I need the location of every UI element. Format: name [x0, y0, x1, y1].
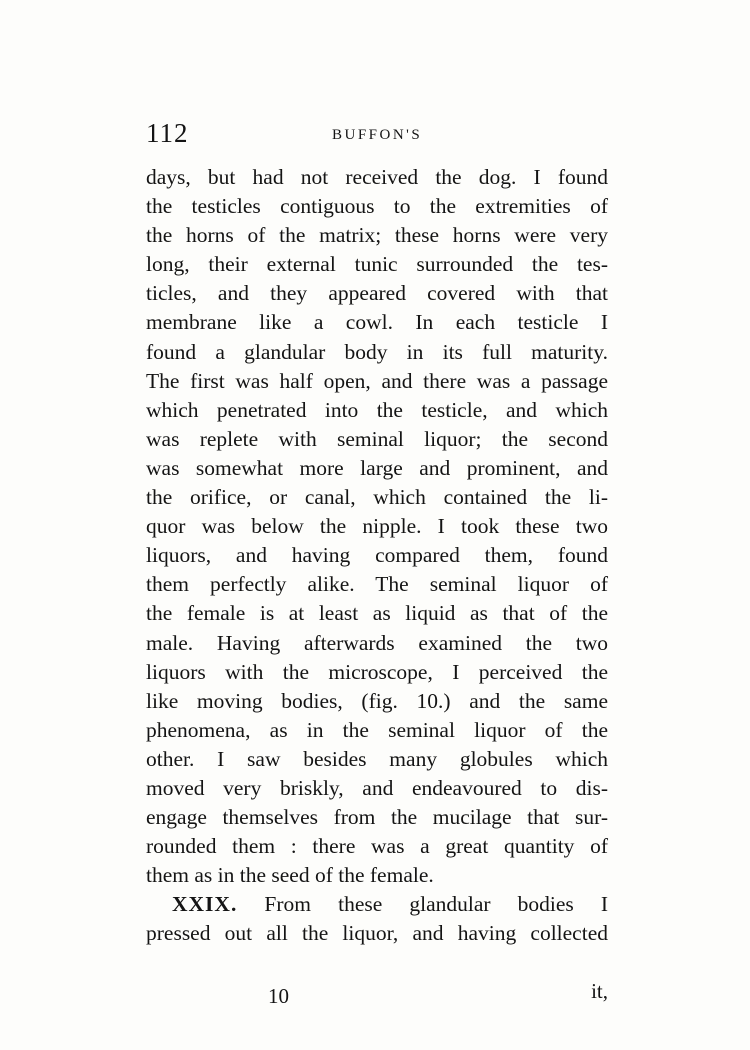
text-line: the female is at least as liquid as that of the: [146, 601, 608, 626]
body-text: [146, 163, 608, 949]
text-line: quor was below the nipple. I took these two: [146, 514, 608, 539]
text-line: was replete with seminal liquor; the second: [146, 426, 608, 451]
text-line: other. I saw besides many globules which: [146, 746, 608, 771]
page-footer: [146, 980, 608, 1012]
text-line: long, their external tunic surrounded the tes-: [146, 252, 608, 277]
text-line: engage themselves from the mucilage that sur-: [146, 805, 608, 830]
section-number: XXIX.: [172, 892, 238, 917]
text-line: was somewhat more large and prominent, and: [146, 455, 608, 480]
text-line: moved very briskly, and endeavoured to dis-: [146, 775, 608, 800]
text-line: phenomena, as in the seminal liquor of the: [146, 717, 608, 742]
paragraph-end-line: them as in the seed of the female.: [146, 863, 434, 888]
catchword: it,: [591, 979, 608, 1003]
text-line: the orifice, or canal, which contained the li-: [146, 485, 608, 510]
text-line: the testicles contiguous to the extremities of: [146, 194, 608, 219]
text-line: them perfectly alike. The seminal liquor of: [146, 572, 608, 597]
text-line: rounded them : there was a great quantity of: [146, 834, 608, 859]
text-line: male. Having afterwards examined the two: [146, 630, 608, 655]
section-first-line: [146, 890, 608, 919]
text-line: the horns of the matrix; these horns were very: [146, 223, 608, 248]
text-line: liquors with the microscope, I perceived the: [146, 659, 608, 684]
text-line: found a glandular body in its full maturity.: [146, 339, 608, 364]
text-line: like moving bodies, (fig. 10.) and the same: [146, 688, 608, 713]
text-line: membrane like a cowl. In each testicle I: [146, 310, 608, 335]
signature-mark: 10: [268, 984, 289, 1008]
section-first-line-text: From these glandular bodies I: [264, 892, 608, 917]
text-line: ticles, and they appeared covered with that: [146, 281, 608, 306]
text-line: pressed out all the liquor, and having collected: [146, 921, 608, 946]
text-line: The first was half open, and there was a passage: [146, 368, 608, 393]
running-title: BUFFON'S: [332, 127, 423, 143]
page-number: 112: [146, 118, 189, 148]
text-line: which penetrated into the testicle, and which: [146, 397, 608, 422]
running-head: [146, 118, 608, 154]
text-line: liquors, and having compared them, found: [146, 543, 608, 568]
text-line: days, but had not received the dog. I found: [146, 165, 608, 189]
